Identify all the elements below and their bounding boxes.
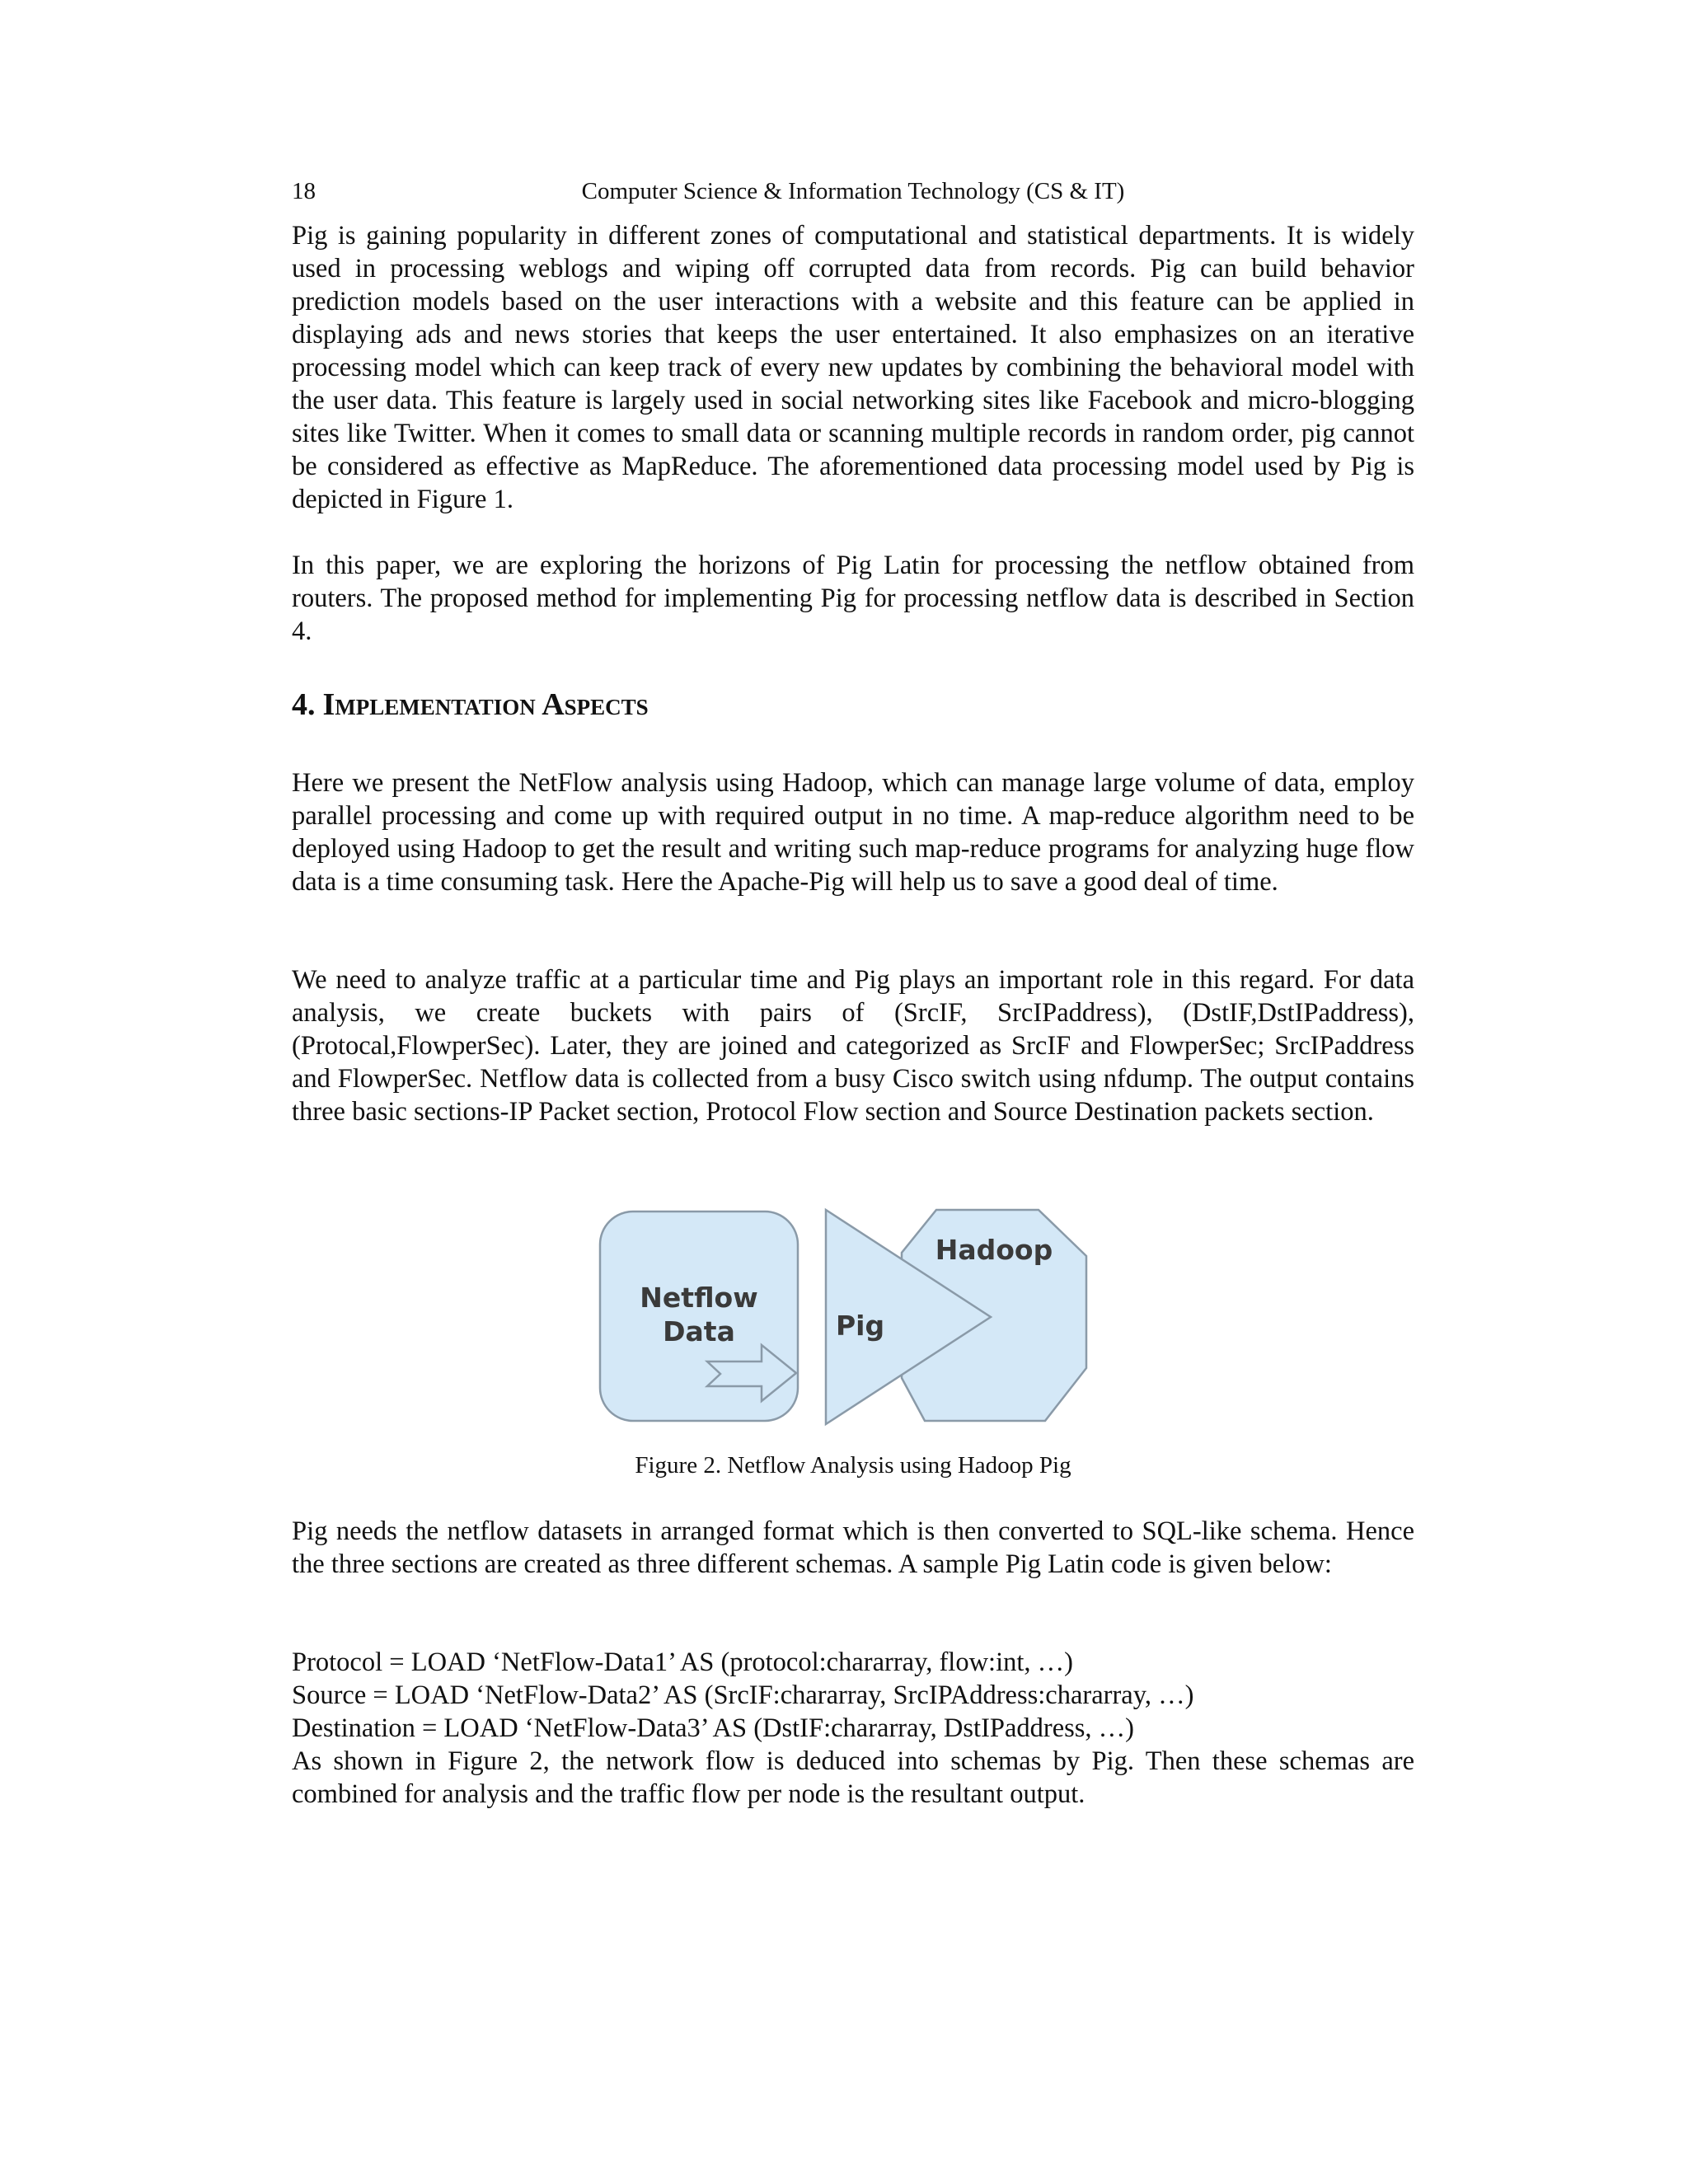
code-line-protocol: Protocol = LOAD ‘NetFlow-Data1’ AS (protocol:chararray, flow:int, …) [292,1647,1073,1677]
journal-title: Computer Science & Information Technology (CS & IT) [581,178,1125,204]
netflow-diagram [597,1205,1100,1427]
paragraph-schema-intro: Pig needs the netflow datasets in arranged format which is then converted to SQL-like schema. Hence the three sections are created as three different schemas. A sample Pig Latin code is given below: [292,1516,1414,1579]
code-line-destination: Destination = LOAD ‘NetFlow-Data3’ AS (DstIF:chararray, DstIPaddress, …) [292,1713,1135,1743]
netflow-label-line1: Netflow [640,1282,758,1314]
figure-caption: Figure 2. Netflow Analysis using Hadoop Pig [635,1452,1071,1479]
paragraph-pig-popularity: Pig is gaining popularity in different zones of computational and statistical departments. It is widely used in processing weblogs and wiping off corrupted data from records. Pig can build behavior prediction models based on the user interactions with a website and this feature can be applied in displaying ads and news stories that keeps the user entertained. It also emphasizes on an iterative processing model which can keep track of every new updates by combining the behavioral model with the user data. This feature is largely used in social networking sites like Facebook and micro-blogging sites like Twitter. When it comes to small data or scanning multiple records in random order, pig cannot be considered as effective as MapReduce. The aforementioned data processing model used by Pig is depicted in Figure 1. [292,221,1414,514]
figure-netflow-diagram [597,1205,1100,1427]
section-number: 4. [292,687,316,722]
hadoop-label: Hadoop [935,1234,1053,1266]
code-line-source: Source = LOAD ‘NetFlow-Data2’ AS (SrcIF:chararray, SrcIPAddress:chararray, …) [292,1680,1194,1710]
running-header [292,175,1414,208]
paragraph-schema-result: As shown in Figure 2, the network flow is deduced into schemas by Pig. Then these schemas are combined for analysis and the traffic flow per node is the resultant output. [292,1746,1414,1809]
page-number: 18 [292,178,316,204]
paragraph-traffic-analysis: We need to analyze traffic at a particular time and Pig plays an important role in this regard. For data analysis, we create buckets with pairs of (SrcIF, SrcIPaddress), (DstIF,DstIPaddress), (Protocal,FlowperSec). Later, they are joined and categorized as SrcIF and FlowperSec; SrcIPaddress and FlowperSec. Netflow data is collected from a busy Cisco switch using nfdump. The output contains three basic sections-IP Packet section, Protocol Flow section and Source Destination packets section. [292,965,1414,1127]
pig-latin-code [292,1646,1414,1745]
paragraph-paper-scope: In this paper, we are exploring the horizons of Pig Latin for processing the netflow obtained from routers. The proposed method for implementing Pig for processing netflow data is described in Section 4. [292,551,1414,646]
netflow-label-line2: Data [663,1315,735,1347]
section-heading [292,684,649,725]
paragraph-netflow-hadoop: Here we present the NetFlow analysis using Hadoop, which can manage large volume of data, employ parallel processing and come up with required output in no time. A map-reduce algorithm need to be deployed using Hadoop to get the result and writing such map-reduce programs for analyzing huge flow data is a time consuming task. Here the Apache-Pig will help us to save a good deal of time. [292,768,1414,897]
pig-label: Pig [836,1310,885,1342]
section-title: Implementation Aspects [322,687,649,722]
